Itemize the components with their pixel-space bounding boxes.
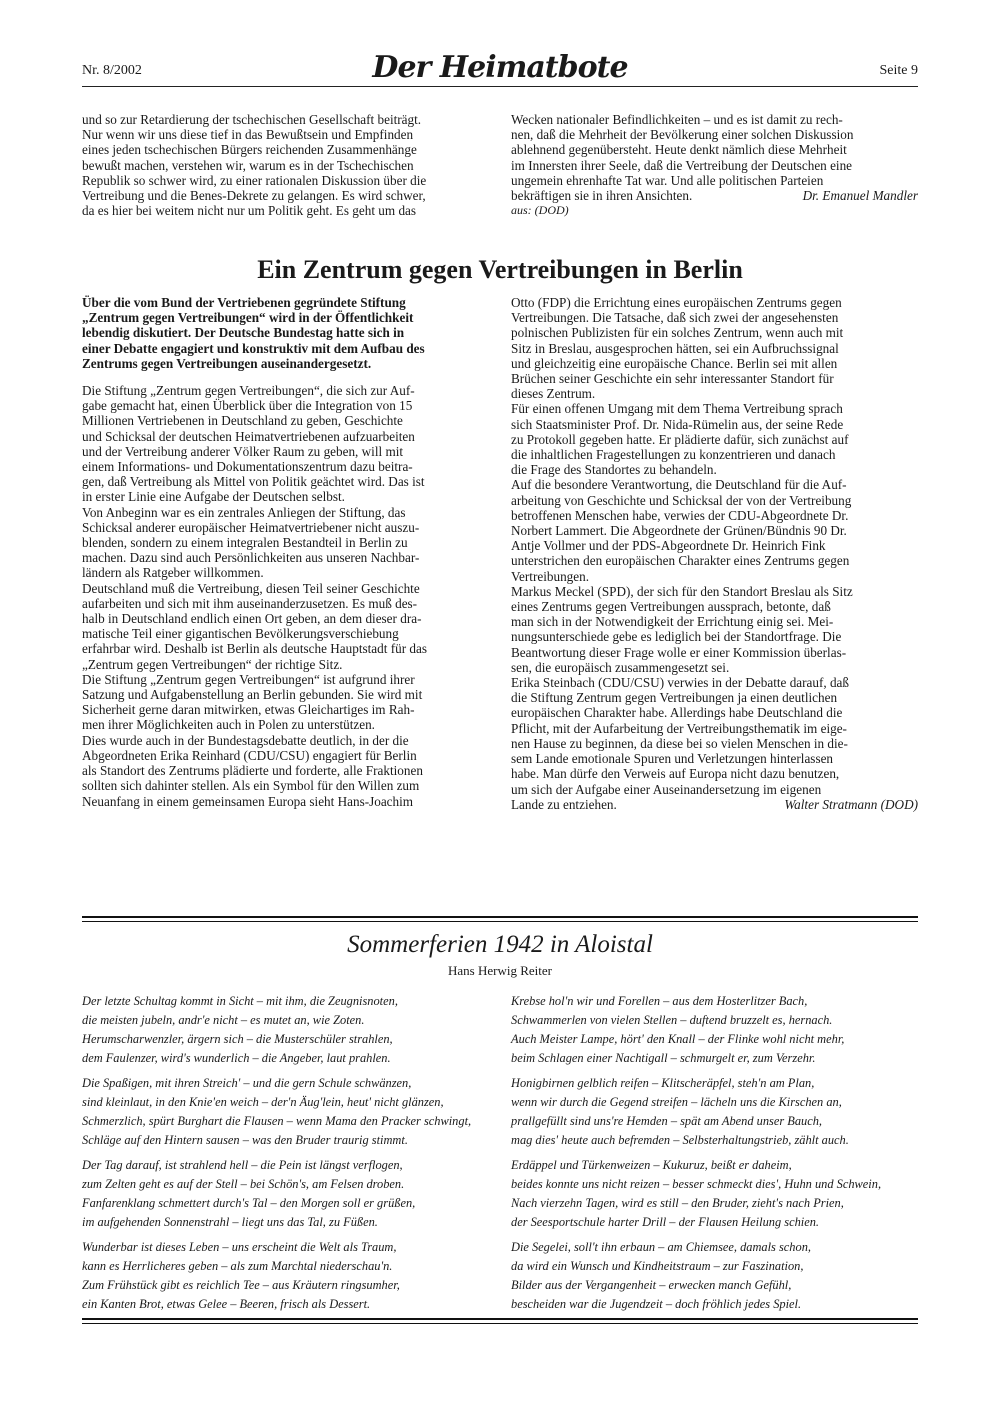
text-line: europäischen Charakter habe. Allerdings habe Deutschland die (511, 705, 843, 721)
poem-title: Sommerferien 1942 in Aloistal (347, 931, 653, 958)
text-line: einem Informations- und Dokumentationszentrum dazu beitra- (82, 459, 413, 475)
poem-line: kann es Herrlicheres geben – als zum Marchtal niederschau'n. (82, 1259, 393, 1273)
text-line: Neuanfang in einem gemeinsamen Europa sieht Hans-Joachim (82, 793, 414, 809)
text-line: Wecken nationaler Befindlichkeiten – und es ist damit zu rech- (511, 112, 843, 127)
poem-stanza (511, 1156, 921, 1232)
poem-line: Nach vierzehn Tagen, wird es still – den Bruder, zieht's nach Prien, (511, 1196, 844, 1210)
text-line: Vertreibung und die Benes-Dekrete zu gelangen. Es wird schwer, (82, 188, 426, 204)
poem-line: Wunderbar ist dieses Leben – uns erscheint die Welt als Traum, (82, 1240, 397, 1254)
text-line: Für einen offenen Umgang mit dem Thema Vertreibung sprach (511, 401, 843, 417)
poem-line: prallgefüllt sind uns're Hemden – spät am Abend unser Bauch, (511, 1114, 823, 1128)
text-line: Antje Vollmer und der PDS-Abgeordnete Dr. Heinrich Fink (511, 538, 826, 554)
lead-line: Zentrums gegen Vertreibungen auseinandergesetzt. (82, 355, 372, 371)
text-line: Deutschland muß die Vertreibung, diesen Teil seiner Geschichte (82, 580, 420, 596)
poem-line: Die Spaßigen, mit ihren Streich' – und die gern Schule schwänzen, (82, 1076, 412, 1090)
text-line: sollten sich dahinter stellen. Als ein Symbol für den Willen zum (82, 778, 420, 794)
text-line: Brüchen seiner Geschichte ein sehr interessanter Standort für (511, 371, 834, 387)
poem-stanza (511, 992, 921, 1068)
poem-line: sind kleinlaut, in den Knie'en weich – der'n Äug'lein, heut' nicht glänzen, (82, 1095, 444, 1109)
poem-stanza (82, 1074, 492, 1150)
last-line: bekräftigen sie in ihren Ansichten. (511, 188, 693, 204)
author-name: Dr. Emanuel Mandler (802, 188, 918, 204)
poem-line: Honigbirnen gelblich reifen – Klitscheräpfel, steh'n am Plan, (511, 1076, 815, 1090)
text-line: und so zur Retardierung der tschechischen Gesellschaft beiträgt. (82, 112, 422, 127)
text-line: im Innersten ihrer Seele, daß die Vertreibung der Deutschen eine (511, 157, 853, 173)
poem-line: beim Schlagen einer Nachtigall – schmurgelt er, zum Verzehr. (511, 1051, 816, 1065)
poem-line: wenn wir durch die Gegend streifen – lächeln uns die Kirschen an, (511, 1095, 842, 1109)
text-line: Sicherheit gerne daran mitwirken, etwas Gleichartiges im Rah- (82, 702, 415, 718)
lead-line: Über die vom Bund der Vertriebenen gegründete Stiftung (82, 295, 406, 310)
text-line: um sich der Aufgabe einer Auseinandersetzung im eigenen (511, 781, 822, 797)
signature-line (511, 797, 918, 812)
text-line: Die Stiftung „Zentrum gegen Vertreibungen“, die sich zur Auf- (82, 383, 415, 399)
text-line: eines jeden tschechischen Bürgers reichenden Zusammenhänge (82, 142, 417, 158)
poem-line: Schmerzlich, spürt Burghart die Flausen – wenn Mama den Pracker schwingt, (82, 1114, 472, 1128)
text-line: nen Hause zu beginnen, da diese bei so vielen Menschen in die- (511, 735, 848, 751)
text-line: nungsunterschiede gebe es lediglich bei der Standortfrage. Die (511, 629, 842, 645)
text-line: dieses Zentrum. (511, 386, 596, 402)
text-line: Auf die besondere Verantwortung, die Deutschland für die Auf- (511, 477, 847, 493)
text-line: Erika Steinbach (CDU/CSU) verwies in der Debatte darauf, daß (511, 675, 850, 691)
text-line: in erster Linie eine Aufgabe der Deutschen selbst. (82, 489, 345, 505)
text-line: Abgeordneten Erika Reinhard (CDU/CSU) engagiert für Berlin (82, 747, 417, 763)
text-line: ablehnend gegenübersteht. Heute denkt nämlich diese Mehrheit (511, 142, 847, 158)
text-line: sich Staatsminister Prof. Dr. Nida-Rümelin aus, der seine Rede (511, 416, 844, 432)
poem-line: die meisten jubeln, andr'e nicht – es mutet an, wie Zoten. (82, 1013, 365, 1027)
lead-line: einer Debatte engagiert und konstruktiv mit dem Aufbau des (82, 340, 425, 356)
poem-line: Fanfarenklang schmettert durch's Tal – den Morgen soll er grüßen, (82, 1196, 416, 1210)
poem-left-column (82, 992, 492, 1320)
article-body-right (511, 295, 918, 797)
text-line: Millionen Vertriebenen in Deutschland zu geben, Geschichte (82, 413, 403, 429)
poem-line: Der letzte Schultag kommt in Sicht – mit ihm, die Zeugnisnoten, (82, 994, 398, 1008)
text-line: gabe gemacht hat, einen Überblick über die Integration von 15 (82, 398, 413, 414)
poem-line: Schläge auf den Hintern sausen – was den Bruder traurig stimmt. (82, 1133, 408, 1147)
text-line: Schicksal anderer europäischer Heimatvertriebener nicht auszu- (82, 519, 420, 535)
poem-line: Zum Frühstück gibt es reichlich Tee – aus Kräutern ringsumher, (82, 1278, 400, 1292)
text-line: arbeitung von Geschichte und Schicksal der von der Vertreibung (511, 492, 852, 508)
text-line: blenden, sondern zu einem integralen Bestandteil in Berlin zu (82, 535, 408, 551)
text-line: polnischen Publizisten für ein solches Zentrum, wenn auch mit (511, 325, 844, 341)
poem-line: Bilder aus der Vergangenheit – erwecken manch Gefühl, (511, 1278, 792, 1292)
lead-line: lebendig diskutiert. Der Deutsche Bundestag hatte sich in (82, 325, 405, 341)
poem-bottom-rule (82, 1318, 918, 1324)
text-line: Pflicht, mit der Aufarbeitung der Vertreibungsthematik im eige- (511, 720, 847, 736)
poem-top-rule (82, 916, 918, 922)
text-line: die Stiftung Zentrum gegen Vertreibungen ja einen deutlichen (511, 690, 838, 706)
poem-line: Erdäppel und Türkenweizen – Kukuruz, beißt er daheim, (511, 1158, 792, 1172)
header-rule (82, 86, 918, 87)
poem-line: ein Kanten Brot, etwas Gelee – Beeren, frisch als Dessert. (82, 1297, 371, 1311)
poem-author: Hans Herwig Reiter (448, 963, 552, 978)
text-line: sem Lande emotionale Spuren und Verletzungen hinterlassen (511, 751, 834, 767)
text-line: eines Zentrums gegen Vertreibungen aussprach, betonte, daß (511, 599, 831, 615)
article-headline: Ein Zentrum gegen Vertreibungen in Berlin (257, 255, 743, 284)
lead-gap (82, 371, 490, 383)
poem-line: Schwammerlen von vielen Stellen – duftend bruzzelt es, hernach. (511, 1013, 833, 1027)
text-line: ländern als Ratgeber willkommen. (82, 565, 264, 581)
text-line: Dies wurde auch in der Bundestagsdebatte deutlich, in der die (82, 732, 409, 748)
last-line: Lande zu entziehen. (511, 796, 617, 812)
author-name: Walter Stratmann (DOD) (784, 796, 918, 812)
poem-stanza (511, 1074, 921, 1150)
text-line: Die Stiftung „Zentrum gegen Vertreibungen“ ist aufgrund ihrer (82, 671, 415, 687)
text-line: Nur wenn wir uns diese tief in das Bewußtsein und Empfinden (82, 127, 414, 143)
text-line: matische Teil einer gigantischen Bevölkerungsverschiebung (82, 626, 399, 642)
text-line: zu Protokoll gegeben hatte. Er plädierte dafür, sich zunächst auf (511, 431, 849, 447)
text-line: Norbert Lammert. Die Abgeordnete der Grünen/Bündnis 90 Dr. (511, 523, 847, 539)
text-line: erfahrbar wird. Deshalb ist Berlin als deutsche Hauptstadt für das (82, 641, 427, 657)
text-line: gen, daß Vertreibung als Mittel von Politik geächtet wird. Das ist (82, 474, 425, 490)
text-line: Beantwortung dieser Frage wolle er einer Kommission überlas- (511, 644, 847, 660)
article-right-column (511, 295, 918, 812)
text-line: ungemein ehrenhafte Tat war. Und alle politischen Parteien (511, 172, 824, 188)
poem-right-column (511, 992, 921, 1320)
poem-line: bescheiden war die Jugendzeit – doch fröhlich jedes Spiel. (511, 1297, 802, 1311)
text-line: bewußt machen, verstehen wir, warum es in der Tschechischen (82, 157, 414, 173)
text-line: Satzung und Aufgabenstellung an Berlin gebunden. Sie wird mit (82, 687, 423, 703)
continued-left-column (82, 112, 490, 218)
text-line: die inhaltlichen Fragestellungen zu konzentrieren und danach (511, 447, 836, 463)
text-line: men ihrer Möglichkeiten auch in Polen zu unterstützen. (82, 717, 375, 733)
source-note: aus: (DOD) (511, 203, 569, 218)
poem-line: Krebse hol'n wir und Forellen – aus dem Hosterlitzer Bach, (511, 994, 808, 1008)
poem-stanza (511, 1238, 921, 1314)
poem-stanza (82, 992, 492, 1068)
text-line: nen, daß die Mehrheit der Bevölkerung einer solchen Diskussion (511, 127, 854, 143)
page-number: Seite 9 (879, 63, 918, 78)
text-line: aufarbeiten und sich mit ihm auseinanderzusetzen. Es muß des- (82, 595, 418, 611)
text-line: Markus Meckel (SPD), der sich für den Standort Breslau als Sitz (511, 583, 853, 599)
poem-line: Herumscharwenzler, ärgern sich – die Musterschüler strahlen, (82, 1032, 393, 1046)
poem-line: zum Zelten geht es auf der Stell – bei Schön's, am Felsen droben. (82, 1177, 405, 1191)
text-line: als Standort des Zentrums plädierte und forderte, alle Fraktionen (82, 763, 423, 779)
text-line: und Schicksal der deutschen Heimatvertriebenen aufzuarbeiten (82, 428, 415, 444)
poem-line: dem Faulenzer, wird's wunderlich – die Angeber, laut prahlen. (82, 1051, 391, 1065)
signature-line (511, 188, 918, 203)
poem-line: der Seesportschule harter Drill – der Flausen Heilung schien. (511, 1215, 819, 1229)
text-line: „Zentrum gegen Vertreibungen“ der richtige Sitz. (82, 656, 343, 672)
text-line: habe. Man dürfe den Verweis auf Europa nicht dazu benutzen, (511, 766, 840, 782)
text-line: und der Vertreibung anderer Völker Raum zu geben, will mit (82, 443, 404, 459)
poem-line: da wird ein Wunsch und Kindheitstraum – zur Faszination, (511, 1259, 804, 1273)
poem-stanza (82, 1238, 492, 1314)
issue-number: Nr. 8/2002 (82, 63, 142, 78)
text-line: Republik so schwer wird, zu einer rationalen Diskussion über die (82, 172, 427, 188)
poem-line: Die Segelei, soll't ihn erbaun – am Chiemsee, damals schon, (511, 1240, 811, 1254)
text-line: betroffenen Menschen habe, verwies der CDU-Abgeordnete Dr. (511, 507, 849, 523)
text-line: halb in Deutschland endlich einen Ort geben, an dem dieser dra- (82, 611, 422, 627)
article-body-left (82, 383, 490, 809)
text-line: Vertreibungen. (511, 568, 589, 584)
masthead: Der Heimatbote (372, 50, 628, 85)
text-line: und gleichzeitig eine europäische Chance. Berlin sei mit allen (511, 355, 838, 371)
article-lead (82, 295, 490, 371)
text-line: Vertreibungen. Die Tatsache, daß sich zwei der angesehensten (511, 310, 839, 326)
poem-stanza (82, 1156, 492, 1232)
text-line: Otto (FDP) die Errichtung eines europäischen Zentrums gegen (511, 295, 842, 310)
text-line: sen, die europäisch zusammengesetzt sei. (511, 659, 730, 675)
article-left-column (82, 295, 490, 809)
text-line: die Frage des Standortes zu behandeln. (511, 462, 717, 478)
lead-line: „Zentrum gegen Vertreibungen“ wird in der Öffentlichkeit (82, 310, 414, 326)
poem-line: mag dies' heute auch befremden – Selbsterhaltungstrieb, zählt auch. (511, 1133, 849, 1147)
poem-line: Der Tag darauf, ist strahlend hell – die Pein ist längst verflogen, (82, 1158, 403, 1172)
text-line: unterstrichen den europäischen Charakter eines Zentrums gegen (511, 553, 850, 569)
text-line: da es hier bei weitem nicht nur um Politik geht. Es geht um das (82, 203, 417, 219)
poem-line: im aufgehenden Sonnenstrahl – liegt uns das Tal, zu Füßen. (82, 1215, 378, 1229)
poem-line: Auch Meister Lampe, hört' den Knall – der Flinke wohl nicht mehr, (511, 1032, 845, 1046)
poem-line: beides konnte uns nicht reizen – besser schmeckt dies', Huhn und Schwein, (511, 1177, 882, 1191)
text-line: man sich in der Notwendigkeit der Errichtung einig sei. Mei- (511, 614, 834, 630)
text-line: Von Anbeginn war es ein zentrales Anliegen der Stiftung, das (82, 504, 406, 520)
text-line: Sitz in Breslau, ausgesprochen hätten, sei ein Aufbruchssignal (511, 340, 839, 356)
continued-right-column (511, 112, 918, 218)
text-line: machen. Dazu sind auch Persönlichkeiten aus unseren Nachbar- (82, 550, 420, 566)
